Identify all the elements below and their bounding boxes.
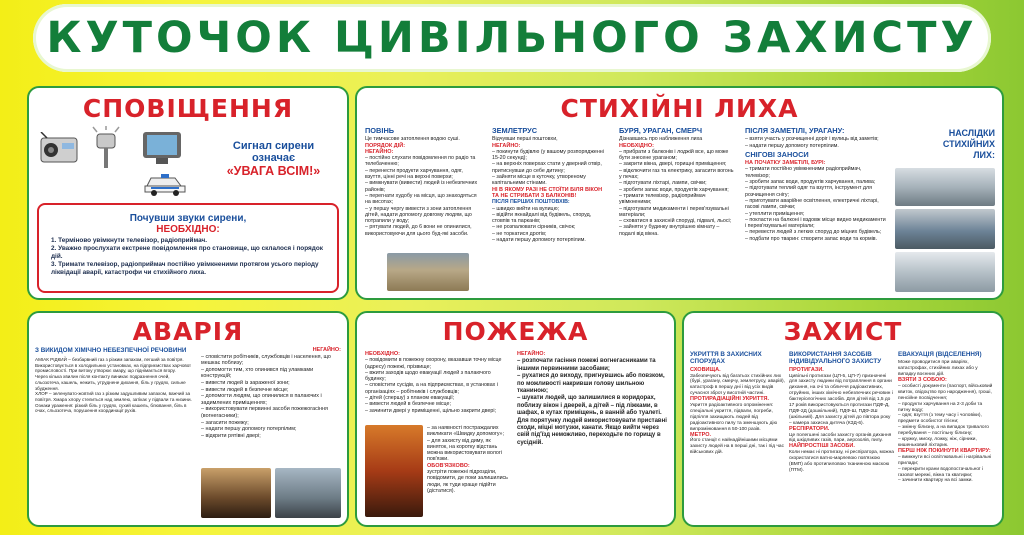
- fire-item2: Для порятунку людей використовувати приставні сходи, міцні мотузки, канати. Якщо вийти через свій під'їзд неможливо, переходьте по горищу в сусідній.: [517, 417, 667, 446]
- accident-paragraph: Через кілька хвилин після контакту виникає подразнення очей, сльозотеча, кашель, нежить, утруднене дихання, біль у грудях, сильне збудження.: [35, 374, 186, 391]
- shelter-item: ПРОТИРАДІАЦІЙНІ УКРИТТЯ.: [690, 396, 769, 403]
- fire-item2: – розпочати гасіння пожежі вогнегасниками та іншими первинними засобами;: [517, 358, 656, 372]
- accident-item: – загасити пожежу;: [201, 419, 249, 426]
- fire-right-column: [517, 351, 667, 447]
- earthquake-item2: – не торкатися дротів;: [492, 230, 547, 237]
- accident-title: АВАРІЯ: [132, 317, 244, 346]
- evacuation-heading: ЕВАКУАЦІЯ (ВІДСЕЛЕННЯ): [898, 351, 982, 358]
- storm-column: [619, 128, 735, 237]
- police-car-icon: [143, 168, 187, 196]
- earthquake-item: – зайняти місце в куточку, утвореному капітальними стінами.: [492, 174, 586, 187]
- fire-photo: [365, 425, 423, 517]
- shelter-item: Його станції є найнадійнішими місцями захисту людей на в перші дні, так і під час військових дій.: [690, 438, 784, 456]
- earthquake-column: [492, 128, 609, 243]
- storm-item: – підготувати медикаменти і перев'язувальні матеріали;: [619, 205, 729, 218]
- consequences-heading: НАСЛІДКИ СТИХІЙНИХ ЛИХ:: [942, 128, 995, 160]
- panel-notification: [27, 86, 349, 300]
- evacuation-item: – вимкнути всі освітлювальні і нагрівальні прилади;: [898, 454, 992, 466]
- snow-item: – утеплити приміщення;: [745, 210, 805, 217]
- siren-icon: [91, 126, 121, 170]
- signal-text: [211, 140, 336, 178]
- evacuation-item: – зачинити квартиру на всі замки.: [898, 478, 973, 484]
- notification-title: СПОВІЩЕННЯ: [82, 94, 294, 123]
- panel-fire: [355, 311, 676, 527]
- fire-item: – сповістити сусідів, а на підприємствах, в установах і організаціях – робітників і службовців;: [365, 382, 498, 395]
- snow-item: – тримати постійно увімкненими радіоприймач, телевізор;: [745, 166, 862, 179]
- fire-item: – вжити заходів щодо евакуації людей з палаючого будинку;: [365, 369, 491, 383]
- panel-protection: [682, 311, 1004, 527]
- evacuation-item: – перекрити крани водопостачальної і газової мережі, вікна та кватирки;: [898, 466, 983, 478]
- accident-item: – відкрити рятівні двері;: [201, 432, 261, 439]
- flood-item: – перенести продукти харчування, одяг, взуття, цінні речі на верхні поверхи;: [365, 167, 463, 181]
- accident-photo-2: [275, 468, 341, 518]
- shelter-heading: УКРИТТЯ В ЗАХИСНИХ СПОРУДАХ: [690, 351, 762, 366]
- accident-paragraph: ХЛОР – зеленувато-жовтий газ з різким задушливим запахом, важчий за повітря. Хмара хлору стелиться над землею, затікає у підвали та низини.: [35, 391, 192, 402]
- earthquake-warning: НІ В ЯКОМУ РАЗІ НЕ СТОЇТИ БІЛЯ ВІКОН ТА НЕ СТРИБАТИ З БАЛКОНІВ!: [492, 186, 603, 199]
- snow-sub: НА ПОЧАТКУ ЗАМЕТІЛІ, БУРІ:: [745, 160, 826, 167]
- signal-line-1: Сигнал сирени: [232, 140, 315, 152]
- fire-left-column: [365, 351, 510, 414]
- accident-actions: [201, 347, 341, 439]
- fire-sub2: НЕГАЙНО:: [517, 351, 546, 357]
- tv-icon: [142, 130, 182, 166]
- earthquake-item: – на верхніх поверхах стати у дверний отвір, притиснувши до себе дитину;: [492, 161, 602, 174]
- fire-item2: – рухатися до виходу, пригнувшись або повзком, по можливості накривши голову шильною тканиною;: [517, 373, 665, 395]
- page-title: КУТОЧОК ЦИВІЛЬНОГО ЗАХИСТУ: [46, 13, 978, 63]
- storm-item: – сховатися в захисній споруді, підвалі, льосі;: [619, 218, 732, 225]
- steps-list: [51, 237, 329, 277]
- accident-description: [35, 357, 195, 414]
- storm-item: – зробити запас води, продуктів харчування;: [619, 186, 729, 193]
- step-item: 3. Тримати телевізор, радіоприймач постійно увімкненими протягом усього періоду ліквідації аварії, катастрофи чи стихійного лиха.: [51, 261, 319, 276]
- earthquake-item2: – надати першу допомогу потерпілим.: [492, 237, 586, 244]
- fire-item: – для захисту від диму, як виняток, на коротку відстань можна використовувати вологі пов'язки.: [427, 437, 502, 463]
- ppe-item: Коли немає ні протигазу, ні респіратора, можна скористатися ватно-марлевою пов'язкою (ВМП) або протипиловою тканинною маскою (ПТМ).: [789, 450, 894, 473]
- snow-column: [745, 128, 887, 242]
- accident-item: – використовувати первинні засоби пожежогасіння (вогнегасники);: [201, 406, 328, 419]
- evacuation-item: ПЕРШ НІЖ ПОКИНУТИ КВАРТИРУ:: [898, 447, 991, 454]
- evacuation-column: [898, 351, 996, 484]
- storm-item: – підготувати ліхтарі, лампи, свічки;: [619, 180, 707, 187]
- flood-item: – постійно слухати повідомлення по радіо та телебаченню;: [365, 155, 476, 168]
- accident-sub: НЕГАЙНО:: [312, 347, 341, 353]
- earthquake-item2: – відійти якнайдалі від будівель, споруд, стовпів та парканів;: [492, 211, 592, 225]
- accident-heading: З ВИКИДОМ ХІМІЧНО НЕБЕЗПЕЧНОЇ РЕЧОВИНИ: [35, 347, 187, 354]
- flood-item: – рятувати людей, до 6 вони не опинилися, використовуючи для цього буд-які засоби.: [365, 224, 472, 237]
- evacuation-item: – змінну білизну, а на випадок тривалого перебування – постільну білизну;: [898, 425, 989, 437]
- consequence-photo-3: [895, 252, 995, 292]
- evacuation-item: – особисті документи (паспорт, військовий квиток, свідоцтво про народження), гроші, пенсійне посвідчення;: [898, 383, 993, 401]
- accident-item: – вивести людей із зараженої зони;: [201, 379, 290, 386]
- storm-item: – зайняти у будинку внутрішню кімнату – подалі від вікна.: [619, 224, 720, 237]
- earthquake-heading: ЗЕМЛЕТРУС: [492, 126, 538, 135]
- accident-paragraph: Ознаки ураження: різкий біль у грудях, сухий кашель, блювання, біль в очах, сльозотеча, порушення координації рухів.: [35, 402, 187, 414]
- after-storm-item: – надати першу допомогу потерпілим.: [745, 142, 839, 149]
- snow-item: – перевести людей з легких споруд до міцних будівель;: [745, 229, 882, 236]
- fire-sub3: ОБОВ'ЯЗКОВО:: [427, 462, 470, 469]
- after-storm-heading: ПІСЛЯ ЗАМЕТІЛІ, УРАГАНУ:: [745, 126, 845, 135]
- evacuation-item: Може проводитися при аваріях, катастрофах, стихійних лихах або у випадку воєнних дій.: [898, 360, 978, 378]
- earthquake-after: ПІСЛЯ ПЕРШИХ ПОШТОВХІВ:: [492, 199, 570, 206]
- consequence-photo-2: [895, 209, 995, 249]
- ppe-column: [789, 351, 894, 474]
- ppe-item: НАЙПРОСТІШІ ЗАСОБИ.: [789, 443, 855, 450]
- shelter-item: Забезпечують від багатьох стихійних лих (бурі, урагану, смерчу, землетрусу, аварій), катастроф в першу дні і від усіх видів сучасної зброї у висотній частині.: [690, 373, 785, 397]
- evacuation-item: – одяг, взуття (з тему часу і чоловіки), предмети особистої гігієни;: [898, 413, 982, 425]
- accident-item: – допомогти людям, що опинилися в палаючих і задимлених приміщеннях;: [201, 393, 322, 406]
- shelter-item: Укриття радіоактивного опромінення: спеціальні укриття, підвали, погреби, підпілля захищають людей від радіоактивного пилу та зменшують дію випромінювання в 50-100 разів.: [690, 403, 778, 432]
- accident-photo-1: [201, 468, 271, 518]
- fire-item: – повідомити в пожежну охорону, вказавши точну місце (адресу) пожежі, прізвище;: [365, 357, 502, 370]
- ppe-heading: ВИКОРИСТАННЯ ЗАСОБІВ ІНДИВІДУАЛЬНОГО ЗАХИСТУ: [789, 351, 882, 366]
- snow-item: – покласти на балконі і вздовж місце видно медикаменти і перев'язувальні матеріали;: [745, 216, 886, 230]
- fire-item: зустріти пожежні підрозділи, повідомити, де поки залишились люди, як туди краще підійти (дістатися).: [427, 469, 508, 494]
- snow-item: – підготувати теплий одяг та взуття, інструмент для розчищення снігу;: [745, 185, 872, 198]
- title-bar: [33, 4, 991, 72]
- evacuation-item: ВЗЯТИ З СОБОЮ:: [898, 377, 947, 384]
- fire-title: ПОЖЕЖА: [442, 317, 589, 346]
- ppe-item: Це полегшені засоби захисту органів дихання від шкідливих газів, пари, аерозолів, пилу.: [789, 432, 892, 444]
- storm-item: – тримати телевізор, радіоприймач увімкненими;: [619, 192, 706, 206]
- box-subtitle: НЕОБХІДНО:: [156, 224, 220, 235]
- snow-item: – подбати про тварин: створити запас води та кормів.: [745, 235, 878, 242]
- storm-item: – відключити газ та електрику, загасити вогонь у печах;: [619, 167, 734, 181]
- flood-sub2: НЕГАЙНО:: [365, 148, 394, 155]
- fire-sub1: НЕОБХІДНО:: [365, 351, 400, 357]
- panel-natural-disasters: [355, 86, 1004, 300]
- ppe-item: РЕСПІРАТОРИ.: [789, 425, 830, 432]
- after-storm-item: – взяти участь у розчищенні доріг і вулиць від заметів;: [745, 136, 879, 143]
- evacuation-item: – продукти харчування на 2-3 доби та питну воду;: [898, 401, 983, 413]
- box-title: Почувши звуки сирени,: [129, 213, 247, 224]
- earthquake-item2: – швидко вийти на вулицю;: [492, 205, 560, 212]
- storm-heading: БУРЯ, УРАГАН, СМЕРЧ: [619, 126, 703, 135]
- accident-paragraph: АМІАК РІДКИЙ – безбарвний газ з різким запахом, легший за повітря. Використовується в холодильних установках, на підприємствах харчової промисловості. При витоку утворює хмару, що піднімається вгору.: [35, 357, 191, 374]
- fire-left-column-2: [427, 425, 511, 494]
- earthquake-item: – покинути будівлю (у вашому розпорядженні 15-20 секунд);: [492, 148, 604, 162]
- shelter-item: СХОВИЩА.: [690, 366, 721, 373]
- earthquake-sub: НЕГАЙНО:: [492, 142, 521, 149]
- fire-item2: – шукати людей, що залишилися в коридорах, поблизу вікон і дверей, а дітей – під ліжками, в шафах, в кутах приміщень, в ванній або туалеті.: [517, 395, 662, 417]
- storm-intro: Дізнавшись про наближення лиха: [619, 136, 703, 143]
- ppe-item: Цивільні протигази (ЦП-5, ЦП-7) призначені для захисту людини від потрапляння в органи дихання, на очі та обличчя радіоактивних, отруйних, інших хімічно небезпечних речовин і бактеріологічних засобів. Для дітей від 1,5 до 17 років використовуються протигази ПДФ-Д, ПДФ-2Д (дошкільний), ПДФ-Ш, ПДФ-2Ш (шкільний). Для захисту дітей до півтора року – камера захисна дитяча (КЗД-6).: [789, 373, 893, 426]
- accident-item: – сповістити робітників, службовців і населення, що мешкає поблизу;: [201, 353, 331, 367]
- radio-icon: [39, 132, 79, 164]
- shelter-item: МЕТРО.: [690, 431, 712, 438]
- disasters-title: СТИХІЙНІ ЛИХА: [560, 94, 799, 123]
- panel-accident: [27, 311, 349, 527]
- fire-item: – зачинити двері у приміщенні, щільно закрити двері;: [365, 407, 497, 414]
- accident-item: – надати першу допомогу потерпілим;: [201, 426, 297, 433]
- flood-sub1: ПОРЯДОК ДІЙ:: [365, 142, 406, 149]
- evacuation-item: – кружку, миску, ложку, ніж, сірники, кишеньковий ліхтарик.: [898, 437, 977, 448]
- storm-item: – прибрати з балконів і лоджій все, що може бути знесене ураганом;: [619, 148, 729, 162]
- accident-item: – допомогти тим, хто опинився під уламками конструкцій;: [201, 366, 314, 380]
- flood-heading: ПОВІНЬ: [365, 126, 395, 135]
- signal-line-3: «УВАГА ВСІМ!»: [226, 164, 321, 178]
- flood-column: [365, 128, 480, 237]
- flood-intro: Це тимчасове затоплення водою суші.: [365, 136, 460, 143]
- step-item: 1. Терміново увімкнути телевізор, радіоприймач.: [51, 237, 207, 244]
- signal-line-2: означає: [251, 152, 296, 164]
- flood-photo: [387, 253, 469, 291]
- siren-instructions-box: [37, 203, 339, 293]
- storm-item: – закрити вікна, двері, горищні приміщення;: [619, 161, 727, 168]
- flood-item: – перегнати худобу на місця, що знаходяться на висотах;: [365, 192, 477, 206]
- fire-item: – дітей (спершу) з планом евакуації;: [365, 395, 455, 402]
- shelter-column: [690, 351, 785, 456]
- ppe-item: ПРОТИГАЗИ.: [789, 366, 824, 373]
- snow-item: – приготувати аварійне освітлення, електричні ліхтарі, гасові лампи, свічки;: [745, 197, 879, 211]
- step-item: 2. Уважно прослухати екстрене повідомлення про становище, що склалося і порядок дій.: [51, 245, 323, 260]
- snow-heading: СНІГОВІ ЗАНОСИ: [745, 149, 809, 159]
- earthquake-item2: – не розпалювати сірників, свічок;: [492, 224, 576, 231]
- fire-item: – вивести людей в безпечне місце;: [365, 401, 451, 408]
- accident-item: – вивести людей в безпечне місце;: [201, 386, 289, 393]
- storm-sub: НЕОБХІДНО:: [619, 142, 654, 149]
- flood-item: – у першу чергу вивести з зони затоплення дітей, надати допомогу довгому людям, що потрапили у воду;: [365, 205, 472, 225]
- protection-title: ЗАХИСТ: [783, 317, 903, 346]
- consequence-photo-1: [895, 168, 995, 206]
- flood-item: – вимкнувати (вивести) людей із небезпечних районів;: [365, 180, 478, 193]
- snow-item: – зробити запас води, продуктів харчування, палива;: [745, 179, 876, 186]
- earthquake-intro: Відчувши перші поштовхи,: [492, 136, 558, 143]
- fire-item: – за наявності постраждалих викликати «Швидку допомогу»;: [427, 425, 504, 438]
